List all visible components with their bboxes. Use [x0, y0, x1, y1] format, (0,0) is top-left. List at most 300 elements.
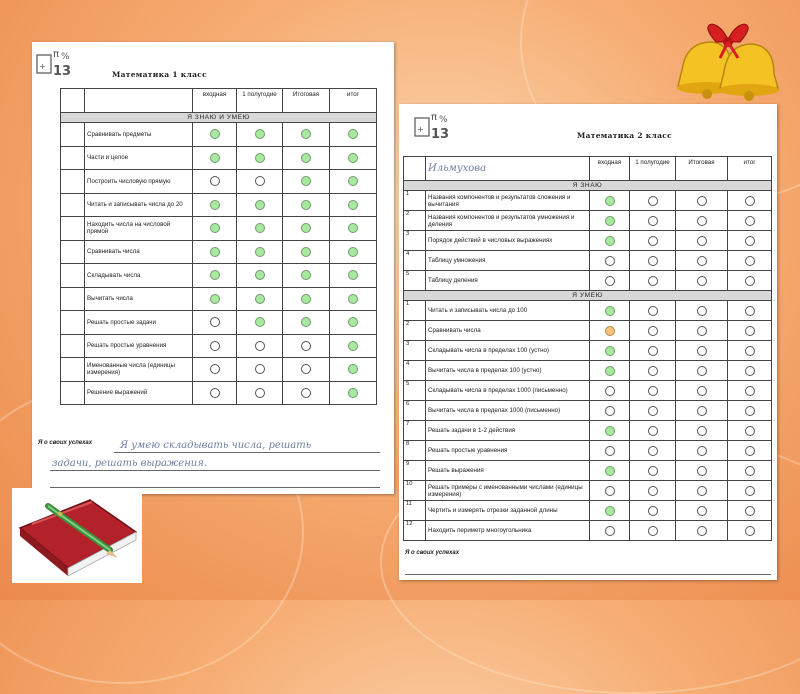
row-number: 6 [404, 401, 426, 421]
row-number: 2 [404, 321, 426, 341]
row-number: 3 [404, 341, 426, 361]
mark-empty-circle [648, 276, 658, 286]
mark-cell [193, 217, 237, 241]
mark-green-circle [605, 426, 615, 436]
mark-cell [630, 271, 676, 291]
mark-empty-circle [745, 326, 755, 336]
row-number [61, 217, 85, 241]
mark-empty-circle [697, 236, 707, 246]
mark-green-circle [255, 270, 265, 280]
mark-green-circle [605, 346, 615, 356]
mark-green-circle [301, 153, 311, 163]
row-number [61, 264, 85, 288]
mark-empty-circle [210, 341, 220, 351]
mark-green-circle [301, 317, 311, 327]
mark-empty-circle [697, 386, 707, 396]
col-header-total: итог [330, 89, 377, 113]
mark-empty-circle [745, 236, 755, 246]
mark-empty-circle [648, 466, 658, 476]
mark-cell [237, 264, 283, 288]
success-label: Я о своих успехах [38, 440, 93, 446]
row-number: 5 [404, 271, 426, 291]
mark-green-circle [255, 200, 265, 210]
mark-cell [728, 321, 772, 341]
mark-cell [728, 401, 772, 421]
mark-cell [630, 441, 676, 461]
mark-cell [630, 191, 676, 211]
mark-empty-circle [745, 526, 755, 536]
mark-cell [590, 341, 630, 361]
mark-empty-circle [301, 364, 311, 374]
mark-cell [193, 358, 237, 382]
success-label: Я о своих успехах [405, 550, 460, 556]
mark-cell [630, 251, 676, 271]
svg-text:13: 13 [431, 127, 450, 142]
mark-empty-circle [745, 216, 755, 226]
mark-cell [330, 311, 377, 335]
mark-empty-circle [605, 276, 615, 286]
mark-green-circle [301, 223, 311, 233]
mark-cell [193, 240, 237, 264]
mark-green-circle [255, 247, 265, 257]
mark-green-circle [255, 129, 265, 139]
mark-empty-circle [648, 236, 658, 246]
row-label: Находить числа на числовой прямой [85, 217, 193, 241]
row-label: Вычитать числа в пределах 1000 (письменно) [426, 401, 590, 421]
mark-green-circle [605, 466, 615, 476]
mark-empty-circle [648, 506, 658, 516]
mark-empty-circle [648, 346, 658, 356]
mark-empty-circle [605, 486, 615, 496]
row-number: 1 [404, 301, 426, 321]
mark-cell [283, 358, 330, 382]
know-rows [404, 191, 772, 291]
mark-empty-circle [697, 426, 707, 436]
mark-cell [283, 381, 330, 405]
mark-cell [237, 311, 283, 335]
mark-cell [237, 123, 283, 147]
row-number [61, 358, 85, 382]
sheet-title: Математика 2 класс [577, 131, 672, 140]
worksheet-grade1 [32, 42, 394, 494]
row-number: 5 [404, 381, 426, 401]
col-header-entry: входная [193, 89, 237, 113]
mark-green-circle [210, 200, 220, 210]
row-number: 4 [404, 251, 426, 271]
mark-green-circle [210, 270, 220, 280]
mark-cell [330, 287, 377, 311]
mark-cell [330, 334, 377, 358]
row-label: Читать и записывать числа до 100 [426, 301, 590, 321]
mark-cell [590, 361, 630, 381]
table-row [61, 193, 377, 217]
row-number: 10 [404, 481, 426, 501]
mark-empty-circle [648, 486, 658, 496]
mark-empty-circle [697, 366, 707, 376]
table-row [404, 211, 772, 231]
mark-cell [728, 501, 772, 521]
table-row [404, 191, 772, 211]
mark-green-circle [301, 294, 311, 304]
math-symbols-icon [413, 108, 455, 142]
mark-green-circle [348, 364, 358, 374]
row-label: Вычитать числа в пределах 100 (устно) [426, 361, 590, 381]
mark-cell [590, 321, 630, 341]
mark-cell [676, 501, 728, 521]
row-label: Складывать числа в пределах 100 (устно) [426, 341, 590, 361]
mark-cell [330, 264, 377, 288]
mark-empty-circle [210, 317, 220, 327]
row-number [61, 287, 85, 311]
mark-green-circle [605, 366, 615, 376]
mark-empty-circle [745, 256, 755, 266]
mark-cell [193, 170, 237, 194]
mark-cell [590, 271, 630, 291]
mark-empty-circle [697, 526, 707, 536]
mark-empty-circle [648, 386, 658, 396]
row-number [61, 240, 85, 264]
table-row [404, 231, 772, 251]
mark-cell [330, 240, 377, 264]
mark-empty-circle [697, 306, 707, 316]
table-row [404, 361, 772, 381]
mark-cell [193, 287, 237, 311]
mark-empty-circle [745, 366, 755, 376]
mark-empty-circle [745, 426, 755, 436]
mark-cell [630, 301, 676, 321]
section-label: Я ЗНАЮ И УМЕЮ [61, 113, 377, 123]
row-label: Таблицу умножения [426, 251, 590, 271]
mark-cell [590, 251, 630, 271]
mark-green-circle [301, 176, 311, 186]
mark-green-circle [348, 129, 358, 139]
math-symbols-icon [35, 45, 77, 79]
mark-cell [728, 521, 772, 541]
mark-cell [630, 461, 676, 481]
table-row [404, 271, 772, 291]
table-row [61, 264, 377, 288]
mark-cell [728, 421, 772, 441]
writing-line [405, 574, 771, 575]
mark-empty-circle [697, 256, 707, 266]
mark-cell [728, 441, 772, 461]
mark-empty-circle [210, 176, 220, 186]
row-number [61, 146, 85, 170]
mark-cell [676, 321, 728, 341]
table-row [61, 240, 377, 264]
table-row [404, 301, 772, 321]
mark-cell [193, 123, 237, 147]
mark-empty-circle [697, 446, 707, 456]
mark-cell [676, 481, 728, 501]
row-label: Решать простые задачи [85, 311, 193, 335]
row-label: Находить периметр многоугольника [426, 521, 590, 541]
row-label: Части и целое [85, 146, 193, 170]
mark-cell [728, 271, 772, 291]
row-label: Сравнивать числа [85, 240, 193, 264]
mark-cell [330, 217, 377, 241]
mark-cell [590, 301, 630, 321]
section-label-know: Я ЗНАЮ [404, 181, 772, 191]
mark-empty-circle [697, 276, 707, 286]
bells-icon [672, 20, 784, 108]
mark-empty-circle [745, 506, 755, 516]
section-row [404, 181, 772, 191]
skills-table [403, 156, 772, 541]
row-label: Чертить и измерять отрезки заданной длины [426, 501, 590, 521]
col-header-entry: входная [590, 157, 630, 181]
row-number: 2 [404, 211, 426, 231]
row-label: Таблицу деления [426, 271, 590, 291]
table-row [404, 481, 772, 501]
mark-empty-circle [697, 216, 707, 226]
mark-cell [728, 341, 772, 361]
table-row [404, 501, 772, 521]
mark-green-circle [255, 223, 265, 233]
section-label-can: Я УМЕЮ [404, 291, 772, 301]
mark-green-circle [255, 317, 265, 327]
row-number: 3 [404, 231, 426, 251]
row-label: Решать примеры с именованными числами (единицы измерения) [426, 481, 590, 501]
mark-green-circle [210, 247, 220, 257]
mark-empty-circle [255, 341, 265, 351]
row-number [61, 311, 85, 335]
mark-cell [330, 170, 377, 194]
mark-cell [193, 381, 237, 405]
mark-green-circle [210, 223, 220, 233]
notebook-pen-icon [12, 488, 142, 583]
student-name: Ильмухова [428, 162, 487, 174]
mark-cell [728, 211, 772, 231]
mark-cell [630, 231, 676, 251]
mark-green-circle [605, 306, 615, 316]
mark-empty-circle [648, 256, 658, 266]
mark-empty-circle [255, 176, 265, 186]
mark-empty-circle [745, 446, 755, 456]
worksheet-grade2 [399, 104, 777, 580]
mark-cell [630, 521, 676, 541]
mark-green-circle [348, 153, 358, 163]
mark-green-circle [348, 317, 358, 327]
mark-cell [330, 123, 377, 147]
col-header-total: итог [728, 157, 772, 181]
svg-text:%: % [61, 52, 70, 62]
mark-green-circle [348, 176, 358, 186]
mark-empty-circle [745, 486, 755, 496]
row-label: Названия компонентов и результатов сложения и вычитания [426, 191, 590, 211]
mark-cell [676, 421, 728, 441]
mark-green-circle [210, 294, 220, 304]
row-number: 1 [404, 191, 426, 211]
mark-empty-circle [745, 406, 755, 416]
mark-cell [193, 311, 237, 335]
mark-cell [630, 321, 676, 341]
mark-green-circle [210, 129, 220, 139]
mark-empty-circle [301, 388, 311, 398]
row-number [61, 381, 85, 405]
mark-empty-circle [648, 366, 658, 376]
mark-empty-circle [648, 306, 658, 316]
mark-empty-circle [210, 388, 220, 398]
mark-empty-circle [697, 486, 707, 496]
mark-empty-circle [210, 364, 220, 374]
table-row [61, 287, 377, 311]
section-row [61, 113, 377, 123]
mark-empty-circle [648, 406, 658, 416]
mark-cell [283, 146, 330, 170]
table-row [404, 321, 772, 341]
mark-cell [676, 461, 728, 481]
mark-cell [283, 287, 330, 311]
mark-cell [728, 361, 772, 381]
row-label: Порядок действий в числовых выражениях [426, 231, 590, 251]
mark-green-circle [605, 196, 615, 206]
mark-cell [283, 311, 330, 335]
table-row [61, 123, 377, 147]
mark-cell [630, 501, 676, 521]
mark-cell [590, 231, 630, 251]
mark-cell [676, 341, 728, 361]
sheet-title: Математика 1 класс [112, 70, 207, 79]
mark-green-circle [348, 294, 358, 304]
row-number [61, 193, 85, 217]
mark-empty-circle [605, 446, 615, 456]
mark-green-circle [301, 270, 311, 280]
mark-cell [728, 191, 772, 211]
mark-cell [237, 146, 283, 170]
row-number: 7 [404, 421, 426, 441]
row-label: Решать простые уравнения [426, 441, 590, 461]
mark-orange-circle [605, 326, 615, 336]
mark-cell [728, 251, 772, 271]
mark-cell [283, 193, 330, 217]
table-header-row [61, 89, 377, 113]
mark-green-circle [605, 506, 615, 516]
mark-cell [676, 231, 728, 251]
svg-text:π: π [431, 112, 438, 123]
mark-cell [237, 381, 283, 405]
mark-cell [590, 191, 630, 211]
mark-empty-circle [648, 216, 658, 226]
handwriting-line-1: Я умею складывать числа, решать [120, 440, 312, 451]
mark-green-circle [210, 153, 220, 163]
row-label: Решать простые уравнения [85, 334, 193, 358]
mark-cell [193, 193, 237, 217]
mark-empty-circle [745, 306, 755, 316]
mark-green-circle [605, 236, 615, 246]
mark-empty-circle [648, 326, 658, 336]
mark-cell [676, 251, 728, 271]
can-rows [404, 301, 772, 541]
mark-empty-circle [301, 341, 311, 351]
mark-cell [590, 481, 630, 501]
mark-cell [728, 381, 772, 401]
mark-cell [676, 191, 728, 211]
skills-table [60, 88, 377, 405]
mark-cell [590, 501, 630, 521]
table-row [404, 461, 772, 481]
row-label: Именованные числа (единицы измерения) [85, 358, 193, 382]
mark-cell [590, 441, 630, 461]
mark-cell [237, 334, 283, 358]
mark-cell [237, 240, 283, 264]
mark-cell [283, 240, 330, 264]
row-number: 9 [404, 461, 426, 481]
col-header-final: Итоговая [283, 89, 330, 113]
mark-cell [676, 521, 728, 541]
mark-cell [193, 264, 237, 288]
mark-cell [676, 441, 728, 461]
mark-empty-circle [605, 256, 615, 266]
mark-empty-circle [745, 466, 755, 476]
mark-green-circle [255, 153, 265, 163]
svg-text:π: π [53, 49, 60, 60]
mark-cell [630, 361, 676, 381]
mark-cell [630, 421, 676, 441]
handwriting-line-2: задачи, решать выражения. [52, 458, 208, 469]
table-row [61, 334, 377, 358]
row-label: Сравнивать предметы [85, 123, 193, 147]
table-row [61, 146, 377, 170]
row-label: Сравнивать числа [426, 321, 590, 341]
mark-empty-circle [745, 346, 755, 356]
mark-cell [728, 231, 772, 251]
mark-cell [728, 481, 772, 501]
mark-empty-circle [648, 446, 658, 456]
table-row [61, 311, 377, 335]
mark-green-circle [255, 294, 265, 304]
table-header-row [404, 157, 772, 181]
mark-cell [237, 193, 283, 217]
writing-line [50, 470, 380, 471]
svg-text:%: % [439, 115, 448, 125]
table-row [61, 381, 377, 405]
mark-cell [630, 401, 676, 421]
mark-cell [590, 521, 630, 541]
mark-empty-circle [648, 526, 658, 536]
mark-green-circle [348, 270, 358, 280]
mark-empty-circle [697, 406, 707, 416]
mark-cell [676, 401, 728, 421]
mark-cell [283, 334, 330, 358]
mark-green-circle [605, 216, 615, 226]
col-header-half: 1 полугодие [630, 157, 676, 181]
mark-cell [283, 170, 330, 194]
table-row [404, 251, 772, 271]
mark-green-circle [348, 341, 358, 351]
row-label: Решать задачи в 1-2 действия [426, 421, 590, 441]
mark-cell [283, 264, 330, 288]
mark-empty-circle [255, 364, 265, 374]
row-number: 11 [404, 501, 426, 521]
row-label: Решение выражений [85, 381, 193, 405]
mark-empty-circle [648, 426, 658, 436]
mark-cell [193, 146, 237, 170]
mark-cell [630, 211, 676, 231]
mark-green-circle [301, 129, 311, 139]
row-label: Складывать числа в пределах 1000 (письменно) [426, 381, 590, 401]
table-row [404, 401, 772, 421]
mark-cell [237, 287, 283, 311]
row-label: Названия компонентов и результатов умножения и деления [426, 211, 590, 231]
mark-cell [728, 301, 772, 321]
mark-empty-circle [745, 386, 755, 396]
mark-cell [330, 193, 377, 217]
row-number: 8 [404, 441, 426, 461]
row-number: 4 [404, 361, 426, 381]
mark-cell [630, 381, 676, 401]
table-row [404, 381, 772, 401]
